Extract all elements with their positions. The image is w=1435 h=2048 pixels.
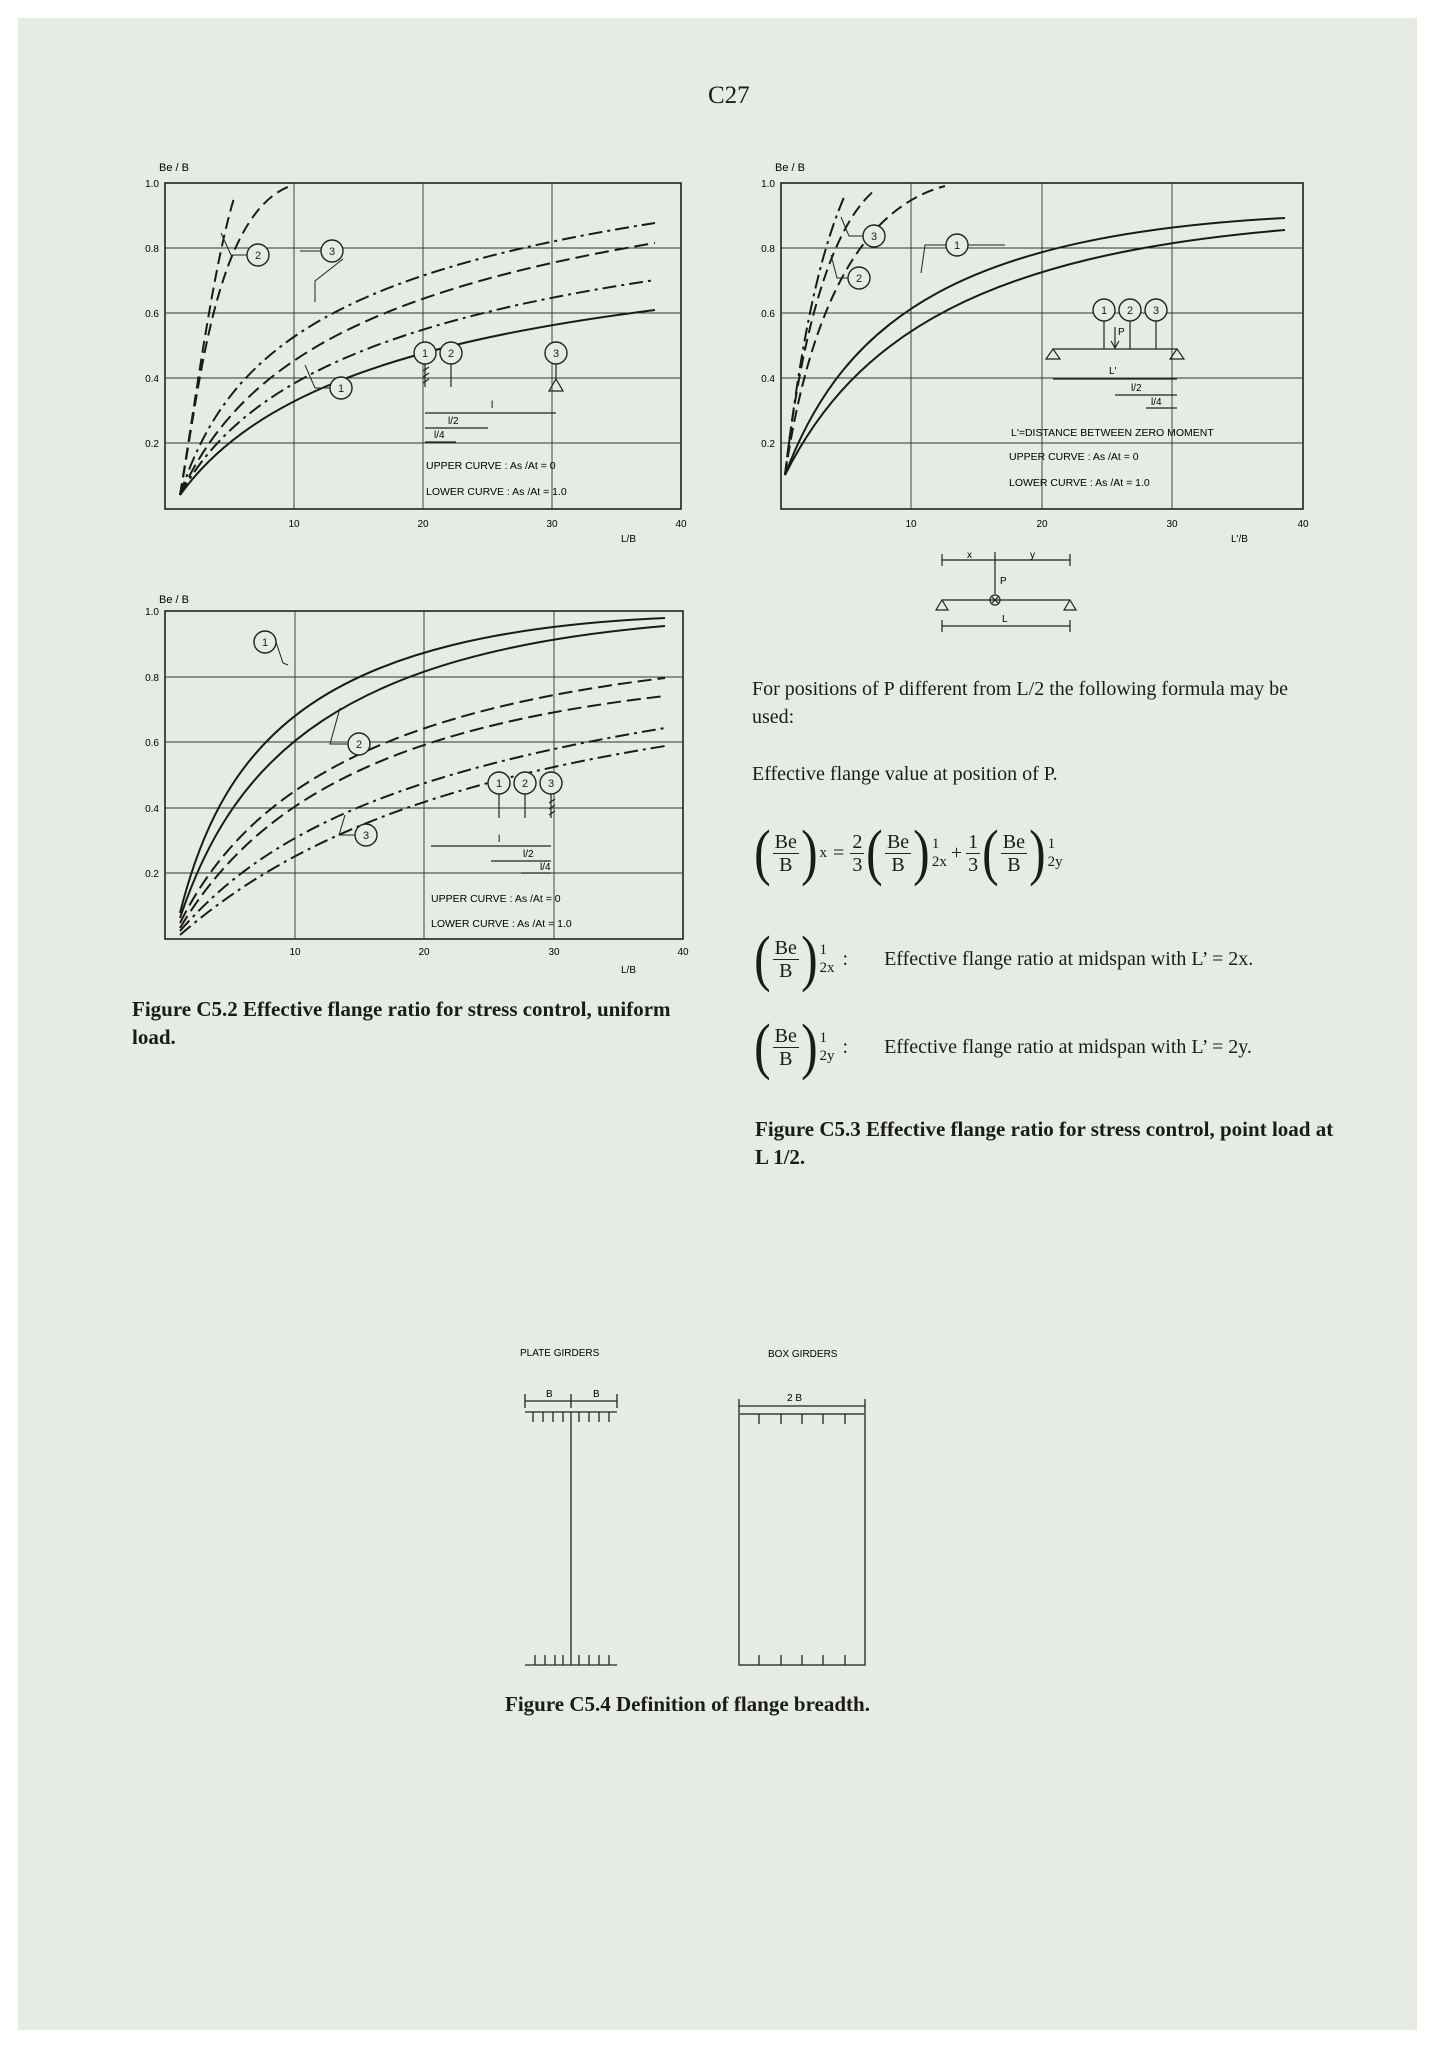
point-load-beam-sketch <box>930 548 1080 645</box>
equals: = <box>833 841 845 864</box>
marker-label: 1 <box>953 240 961 252</box>
marker-label: 1 <box>261 637 269 649</box>
paren-open: ( <box>866 819 883 887</box>
dim-half: l/2 <box>1131 383 1142 394</box>
x-tick: 10 <box>905 519 917 530</box>
dim-half: l/2 <box>448 416 459 427</box>
legend-lower: LOWER CURVE : As /At = 1.0 <box>1009 477 1150 489</box>
marker-label: 3 <box>552 348 560 360</box>
chart-c52-top <box>125 155 725 555</box>
marker-label: 2 <box>521 778 529 790</box>
curve-1-upper <box>180 618 665 913</box>
y-axis-label: Be / B <box>775 162 805 174</box>
dim-l: L' <box>1109 366 1117 377</box>
x-axis-label: L/B <box>621 965 637 976</box>
paren-close: ) <box>1029 819 1046 887</box>
exponent: x <box>819 844 828 861</box>
y-tick: 0.4 <box>761 374 775 385</box>
y-tick: 0.8 <box>145 673 159 684</box>
legend-lower: LOWER CURVE : As /At = 1.0 <box>431 918 572 930</box>
formula-heading: Effective flange value at position of P. <box>752 763 1058 785</box>
sup-sub: 1 2y <box>1047 836 1063 870</box>
plate-girder <box>525 1394 617 1665</box>
paren-close: ) <box>913 819 930 887</box>
marker-label: 3 <box>362 830 370 842</box>
box-dim-2b: 2 B <box>787 1393 803 1404</box>
y-tick: 0.8 <box>761 244 775 255</box>
curve-2-lower <box>180 696 665 928</box>
paren-close: ) <box>800 819 818 887</box>
plate-girders-title: PLATE GIRDERS <box>520 1348 600 1359</box>
curve-2-upper <box>180 243 655 495</box>
y-tick: 0.2 <box>145 439 159 450</box>
paren-open: ( <box>982 819 999 887</box>
marker-label: 1 <box>1100 305 1108 317</box>
x-tick: 30 <box>546 519 558 530</box>
x-tick: 40 <box>675 519 687 530</box>
definition-2x: ( $\frac{Be}{B}$ ) 1 2x : Effective flange ratio at midspan with L’ = 2x. <box>754 925 1254 993</box>
legend-lower: LOWER CURVE : As /At = 1.0 <box>426 486 567 498</box>
dim-quarter: l/4 <box>434 430 445 441</box>
x-tick: 40 <box>677 947 689 958</box>
fraction: $\frac{Be}{B}$ <box>774 830 797 876</box>
dim-quarter: l/4 <box>1151 397 1162 408</box>
dim-half: l/2 <box>523 849 534 860</box>
definition-text: Effective flange ratio at midspan with L’ = 2y. <box>884 1035 1252 1058</box>
fraction: $\frac{2}{3}$ <box>852 830 863 876</box>
dim-l: l <box>491 400 494 411</box>
sup-sub: 1 2x <box>931 836 947 870</box>
x-tick: 20 <box>1036 519 1048 530</box>
y-tick: 0.2 <box>145 869 159 880</box>
grid <box>165 611 683 939</box>
y-tick: 1.0 <box>761 179 775 190</box>
y-axis-label: Be / B <box>159 594 189 606</box>
curve-2-lower <box>785 195 845 475</box>
x-tick: 20 <box>418 947 430 958</box>
fraction: $\frac{Be}{B}$ <box>886 830 910 876</box>
plus: + <box>950 841 963 864</box>
y-tick: 0.4 <box>145 804 159 815</box>
marker-label: 1 <box>421 348 429 360</box>
y-tick: 1.0 <box>145 607 159 618</box>
y-tick: 0.2 <box>761 439 775 450</box>
x-tick: 10 <box>288 519 300 530</box>
curve-2-upper <box>180 678 665 923</box>
marker-label: 1 <box>495 778 503 790</box>
marker-leaders <box>276 642 355 835</box>
page-number: C27 <box>708 82 750 109</box>
main-formula <box>752 819 1063 887</box>
y-tick: 0.6 <box>145 738 159 749</box>
caption-c53: Figure C5.3 Effective flange ratio for stress control, point load at L 1/2. <box>755 1117 1334 1169</box>
y-tick: 0.4 <box>145 374 159 385</box>
x-tick: 40 <box>1297 519 1309 530</box>
caption-c52: Figure C5.2 Effective flange ratio for stress control, uniform load. <box>132 997 671 1049</box>
y-axis-label: Be / B <box>159 162 189 174</box>
paren-open: ( <box>754 819 771 887</box>
beam-sketch <box>431 794 555 873</box>
x-tick: 20 <box>417 519 429 530</box>
load-label: P <box>1000 576 1007 587</box>
y-tick: 1.0 <box>145 179 159 190</box>
marker-label: 3 <box>328 246 336 258</box>
curve-1-upper <box>180 186 290 495</box>
y-tick: 0.8 <box>145 244 159 255</box>
x-axis-label: L'/B <box>1231 534 1248 545</box>
load-label: P <box>1118 327 1125 338</box>
marker-label: 1 <box>337 383 345 395</box>
box-girders-title: BOX GIRDERS <box>768 1349 838 1360</box>
formula-intro: For positions of P different from L/2 the following formula may be used: <box>752 678 1289 728</box>
dim-span: L <box>1002 614 1008 625</box>
marker-label: 3 <box>870 231 878 243</box>
chart-c52-bottom <box>125 593 725 993</box>
legend-upper: UPPER CURVE : As /At = 0 <box>426 460 556 472</box>
dim-l: l <box>498 834 501 845</box>
marker-label: 2 <box>855 273 863 285</box>
legend-upper: UPPER CURVE : As /At = 0 <box>431 893 561 905</box>
x-tick: 30 <box>548 947 560 958</box>
curve-1-lower <box>180 626 665 918</box>
plate-dim-b2: B <box>593 1389 600 1400</box>
legend-def: L'=DISTANCE BETWEEN ZERO MOMENT <box>1011 427 1214 439</box>
figure-c54 <box>505 1340 925 1685</box>
y-tick: 0.6 <box>761 309 775 320</box>
x-tick: 10 <box>289 947 301 958</box>
dim-x: x <box>967 550 972 561</box>
chart-c53 <box>745 155 1345 555</box>
box-girder <box>739 1399 865 1665</box>
dim-quarter: l/4 <box>540 862 551 873</box>
definition-2y: ( $\frac{Be}{B}$ ) 1 2y : Effective flange ratio at midspan with L’ = 2y. <box>754 1013 1252 1081</box>
dim-y: y <box>1030 550 1035 561</box>
x-axis-label: L/B <box>621 534 637 545</box>
fraction: $\frac{Be}{B}$ <box>1002 830 1025 876</box>
curve-3-lower <box>180 746 665 935</box>
beam-sketch <box>1046 321 1184 408</box>
plate-dim-b1: B <box>546 1389 553 1400</box>
marker-label: 2 <box>355 739 363 751</box>
load-diagram <box>414 342 567 364</box>
marker-label: 3 <box>1152 305 1160 317</box>
marker-label: 3 <box>547 778 555 790</box>
legend-upper: UPPER CURVE : As /At = 0 <box>1009 451 1139 463</box>
marker-label: 2 <box>1126 305 1134 317</box>
marker-label: 2 <box>447 348 455 360</box>
curve-2-lower <box>180 310 655 495</box>
fraction: $\frac{1}{3}$ <box>968 830 979 876</box>
definition-text: Effective flange ratio at midspan with L’ = 2x. <box>884 947 1254 970</box>
caption-c54: Figure C5.4 Definition of flange breadth. <box>505 1692 870 1716</box>
curve-3-lower <box>180 280 655 495</box>
x-tick: 30 <box>1166 519 1178 530</box>
y-tick: 0.6 <box>145 309 159 320</box>
marker-label: 2 <box>254 250 262 262</box>
